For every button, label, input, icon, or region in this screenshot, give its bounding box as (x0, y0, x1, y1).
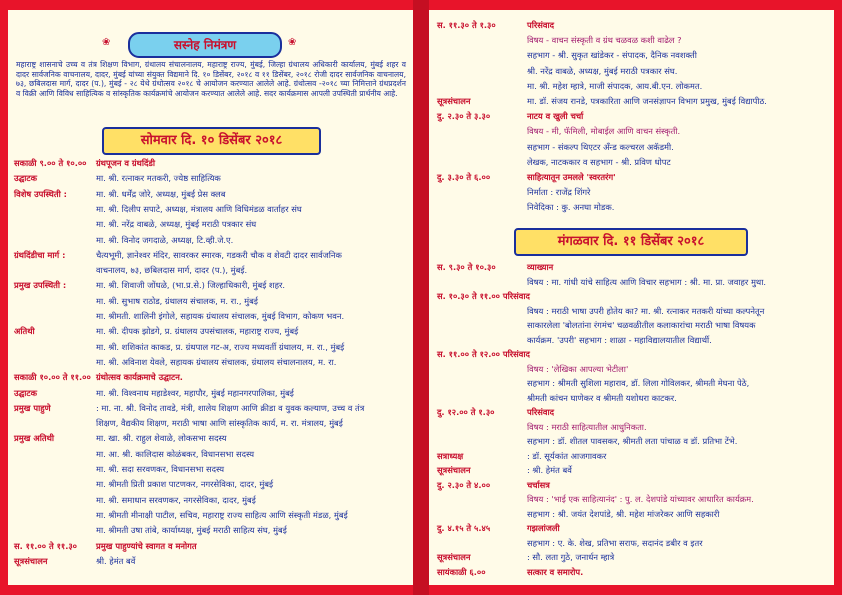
schedule-label: प्रमुख पाहुणे (14, 402, 51, 413)
schedule-detail: श्री. नरेंद्र वाबळे, अध्यक्ष, मुंबई मराठी पत्रकार संघ. (527, 65, 678, 76)
schedule-label: अतिथी (14, 326, 35, 337)
schedule-label: स. ११.०० ते ११.३० (14, 540, 77, 551)
schedule-detail: श्री. हेमंत बर्वे (96, 555, 136, 566)
schedule-detail: साकारलेला 'बोलतांना रंगमंच' चळवळीतील कलाकारांचा मराठी भाषा विषयक (527, 320, 756, 330)
schedule-detail: विषय : मराठी भाषा उपरी होतेय का? मा. श्री. रत्नाकर मतकरी यांच्या कल्पनेतून (527, 305, 765, 316)
schedule-detail: लेखक, नाटककार व सहभाग - श्री. प्रविण धोपट (527, 156, 671, 167)
schedule-detail: श्रीमती कांचन घाणेकर व श्रीमती यशोधरा काटकर. (527, 392, 677, 403)
schedule-detail: मा. खा. श्री. राहुल शेवाळे, लोकसभा सदस्य (96, 433, 227, 444)
day1-banner: सोमवार दि. १० डिसेंबर २०१८ (102, 127, 321, 155)
schedule-detail: : सौ. लता गुठे, जनार्धन म्हात्रे (527, 552, 615, 562)
schedule-detail: मा. आ. श्री. कालिदास कोळंबकर, विधानसभा सदस्य (96, 448, 255, 459)
schedule-detail: सहभाग - श्री. सुकृत खांडेकर - संपादक, दैनिक नवशक्ती (527, 50, 697, 61)
schedule-label: दु. २.३० ते ४.०० (437, 479, 491, 490)
schedule-label: दु. ३.३० ते ६.०० (437, 172, 491, 182)
schedule-label: स. १०.३० ते ११.०० परिसंवाद (437, 291, 530, 301)
schedule-detail: मा. श्री. सुभाष राठोड, ग्रंथालय संचालक, म. रा., मुंबई (96, 295, 258, 306)
schedule-detail: कार्यक्रम. 'उपरी' सहभाग : शाळा - महाविद्यालयातील विद्यार्थी. (527, 334, 712, 345)
flower-ornament-left: ❀ (102, 37, 111, 48)
schedule-detail: मा. श्री. शशिकांत काकड, प्र. ग्रंथपाल गट-अ, राज्य मध्यवर्ती ग्रंथालय, म. रा., मुंबई (96, 341, 345, 352)
schedule-label: दु. ४.१५ ते ५.४५ (437, 523, 491, 533)
schedule-detail: नाटय व खुली चर्चा (527, 111, 584, 122)
schedule-detail: मा. श्री. धर्मेंद्र जोरे, अध्यक्ष, मुंबई प्रेस क्लब (96, 188, 226, 199)
schedule-detail: मा. श्री. शिवाजी जोंधळे, (भा.प्र.से.) जिल्हाधिकारी, मुंबई शहर. (96, 280, 286, 291)
day2-banner: मंगळवार दि. ११ डिसेंबर २०१८ (514, 228, 748, 256)
schedule-label: सत्राध्यक्ष (437, 450, 464, 461)
left-panel (8, 10, 413, 585)
schedule-label: सूत्रसंचालन (437, 96, 471, 106)
schedule-detail: परिसंवाद (527, 20, 555, 30)
schedule-detail: सत्कार व समारोप. (527, 566, 584, 577)
schedule-label: सकाळी ९.०० ते १०.०० (14, 158, 87, 168)
schedule-detail: मा. डॉ. संजय रानडे, पत्रकारिता आणि जनसंज्ञापन विभाग प्रमुख, मुंबई विद्यापीठ. (527, 96, 767, 106)
schedule-detail: विषय : 'भाई एक साहित्यानंद' : पु. ल. देशपांडे यांच्यावर आधारित कार्यक्रम. (527, 494, 754, 504)
schedule-detail: मा. श्री. विश्वनाथ महाडेश्वर, महापौर, मुंबई महानगरपालिका, मुंबई (96, 387, 294, 398)
schedule-detail: : मा. ना. श्री. विनोद तावडे, मंत्री, शालेय शिक्षण आणि क्रीडा व युवक कल्याण, उच्च व तंत्र (96, 402, 365, 413)
schedule-detail: व्याख्यान (527, 262, 554, 272)
schedule-label: सूत्रसंचालन (437, 552, 471, 562)
schedule-detail: मा. श्री. अविनाश येवले, सहायक ग्रंथालय संचालक, ग्रंथालय संचालनालय, म. रा. (96, 356, 337, 367)
schedule-label: दु. १२.०० ते १.३० (437, 407, 495, 417)
schedule-detail: मा. श्री. सदा सरवणकर, विधानसभा सदस्य (96, 464, 225, 474)
schedule-label: स. ९.३० ते १०.३० (437, 262, 496, 272)
schedule-label: स. ११.३० ते १.३० (437, 20, 496, 30)
schedule-detail: सहभाग : डॉ. शीतल पावसकर, श्रीमती लता पांचाळ व डॉ. प्रतिभा टेंभे. (527, 436, 738, 446)
schedule-label: दु. २.३० ते ३.३० (437, 111, 491, 122)
schedule-label: सूत्रसंचालन (437, 465, 471, 475)
schedule-detail: : श्री. हेमंत बर्वे (527, 465, 572, 475)
schedule-label: विशेष उपस्थिती : (14, 188, 67, 199)
schedule-label: स. ११.०० ते १२.०० परिसंवाद (437, 349, 530, 359)
schedule-label: उद्घाटक (14, 387, 37, 398)
schedule-label: सकाळी १०.०० ते ११.०० (14, 372, 91, 383)
schedule-detail: विषय : 'लेखिका आपल्या भेटीला' (527, 363, 629, 374)
schedule-detail: मा. श्री. दिलीप सपाटे, अध्यक्ष, मंत्रालय आणि विधिमंडळ वार्ताहर संघ (96, 203, 302, 214)
schedule-detail: निवेदिका : कु. अनघा मोडक. (527, 202, 615, 213)
schedule-detail: चर्चासत्र (527, 479, 550, 490)
schedule-detail: सहभाग : श्रीमती सुशिला महाराव, डॉ. लिला गोविलकर, श्रीमती मेघना पेठे, (527, 378, 750, 388)
schedule-detail: मा. श्री. रत्नाकर मतकरी, ज्येष्ठ साहित्यिक (96, 173, 221, 184)
schedule-detail: निर्माता : राजेंद्र शिंगरे (527, 187, 591, 198)
schedule-detail: मा. श्री. महेश म्हात्रे, माजी संपादक, आय.बी.एन. लोकमत. (527, 80, 703, 91)
schedule-detail: सहभाग : ए. के. शेख, प्रतिभा सराफ, सदानंद डबीर व इतर (527, 537, 703, 548)
schedule-detail: मा. श्रीमती. शालिनी इंगोले, सहायक ग्रंथालय संचालक, मुंबई विभाग, कोकण भवन. (96, 311, 345, 321)
schedule-detail: सहभाग - संकल्प थिएटर अँन्ड कल्चरल अकॅडमी. (527, 141, 674, 152)
schedule-detail: मा. श्रीमती मीनाक्षी पाटील, सचिव, महाराष्ट्र राज्य साहित्य आणि संस्कृती मंडळ, मुंबई (96, 509, 348, 520)
schedule-label: ग्रंथदिंडीचा मार्ग : (14, 249, 66, 260)
schedule-detail: वाचनालय, ७३, छबिलदास मार्ग, दादर (प.), मुंबई. (96, 265, 248, 276)
schedule-detail: चैत्यभूमी, ज्ञानेश्वर मंदिर, सावरकर स्मारक, गडकरी चौक व शेवटी दादर सार्वजनिक (96, 249, 342, 260)
schedule-detail: मा. श्री. विनोद जगदाळे, अध्यक्ष, टि.व्ही.जे.ए. (96, 234, 234, 245)
schedule-detail: शिक्षण, वैद्यकीय शिक्षण, मराठी भाषा आणि सांस्कृतिक कार्य, म. रा. मंत्रालय, मुंबई (96, 418, 343, 429)
schedule-detail: सहभाग : श्री. जयंत देशपांडे, श्री. महेश मांजरेकर आणि सहकारी (527, 508, 720, 519)
schedule-label: प्रमुख उपस्थिती : (14, 280, 67, 291)
schedule-detail: गझलांजली (527, 523, 560, 533)
center-fold (413, 0, 429, 595)
schedule-label: प्रमुख अतिथी (14, 433, 55, 444)
schedule-detail: मा. श्री. नरेंद्र वाबळे, अध्यक्ष, मुंबई मराठी पत्रकार संघ (96, 219, 257, 230)
flower-ornament-right: ❀ (288, 37, 297, 48)
schedule-detail: ग्रंथोत्सव कार्यक्रमाचे उद्घाटन. (96, 372, 183, 383)
schedule-label: सूत्रसंचालन (14, 555, 48, 566)
schedule-detail: विषय : मा. गांधी यांचे साहित्य आणि विचार सहभाग : श्री. मा. प्रा. जवाहर मुथा. (527, 276, 767, 287)
schedule-detail: मा. श्री. समाधान सरवणकर, नगरसेविका, दादर, मुंबई (96, 494, 256, 505)
schedule-detail: प्रमुख पाहुण्यांचे स्वागत व मनोगत (96, 540, 197, 551)
schedule-detail: मा. श्रीमती प्रिती प्रकाश पाटणकर, नगरसेविका, दादर, मुंबई (96, 479, 274, 490)
schedule-label: उद्घाटक (14, 173, 37, 184)
schedule-detail: मा. श्री. दीपक झोडगे, प्र. ग्रंथालय उपसंचालक, महाराष्ट्र राज्य, मुंबई (96, 326, 299, 337)
schedule-detail: मा. श्रीमती उषा तांबे, कार्याध्यक्ष, मुंबई मराठी साहित्य संघ, मुंबई (96, 525, 287, 536)
schedule-detail: विषय : मराठी साहित्यातील आधुनिकता. (527, 421, 647, 432)
schedule-detail: विषय - मी, फॅमिली, मोबाईल आणि वाचन संस्कृती. (527, 126, 681, 137)
intro-paragraph: महाराष्ट्र शासनाचे उच्च व तंत्र शिक्षण विभाग, ग्रंथालय संचालनालय, महाराष्ट्र राज्य, मुंबई, जिल्हा ग्रंथालय अधिकारी कार्यालय, मुंबई शहर व दादर सार्वजनिक वाचनालय, दादर, मुंबई यांच्या संयुक्त विद्यमाने दि. १० डिसेंबर, २०१८ व ११ डिसेंबर, २०१८ रोजी दादर सार्वजनिक वाचनालय, ७३, छबिलदास मार्ग, दादर (प.), मुंबई - २८ येथे ग्रंथोत्सव २०१८ चे आयोजन करण्यात आलेले आहे. ग्रंथोत्सव -२०१८ च्या निमित्ताने ग्रंथप्रदर्शन व विक्री आणि विविध साहित्यिक व सांस्कृतिक कार्यक्रमांचे आयोजन करण्यात आलेले आहे. सदर कार्यक्रमास आपली उपस्थिती प्रार्थनीय आहे. (16, 60, 406, 98)
schedule-detail: ग्रंथपूजन व ग्रंथदिंडी (96, 158, 155, 168)
schedule-detail: परिसंवाद (527, 407, 555, 417)
schedule-detail: साहित्यातून उमलले 'स्वरतरंग' (527, 172, 616, 182)
invitation-title: सस्नेह निमंत्रण (128, 32, 282, 58)
right-panel (429, 10, 834, 585)
schedule-detail: : डॉ. सूर्यकांत आजगावकर (527, 450, 607, 461)
schedule-label: सायंकाळी ६.०० (437, 566, 486, 577)
schedule-detail: विषय - वाचन संस्कृती व ग्रंथ चळवळ कशी वाढेल ? (527, 35, 682, 46)
